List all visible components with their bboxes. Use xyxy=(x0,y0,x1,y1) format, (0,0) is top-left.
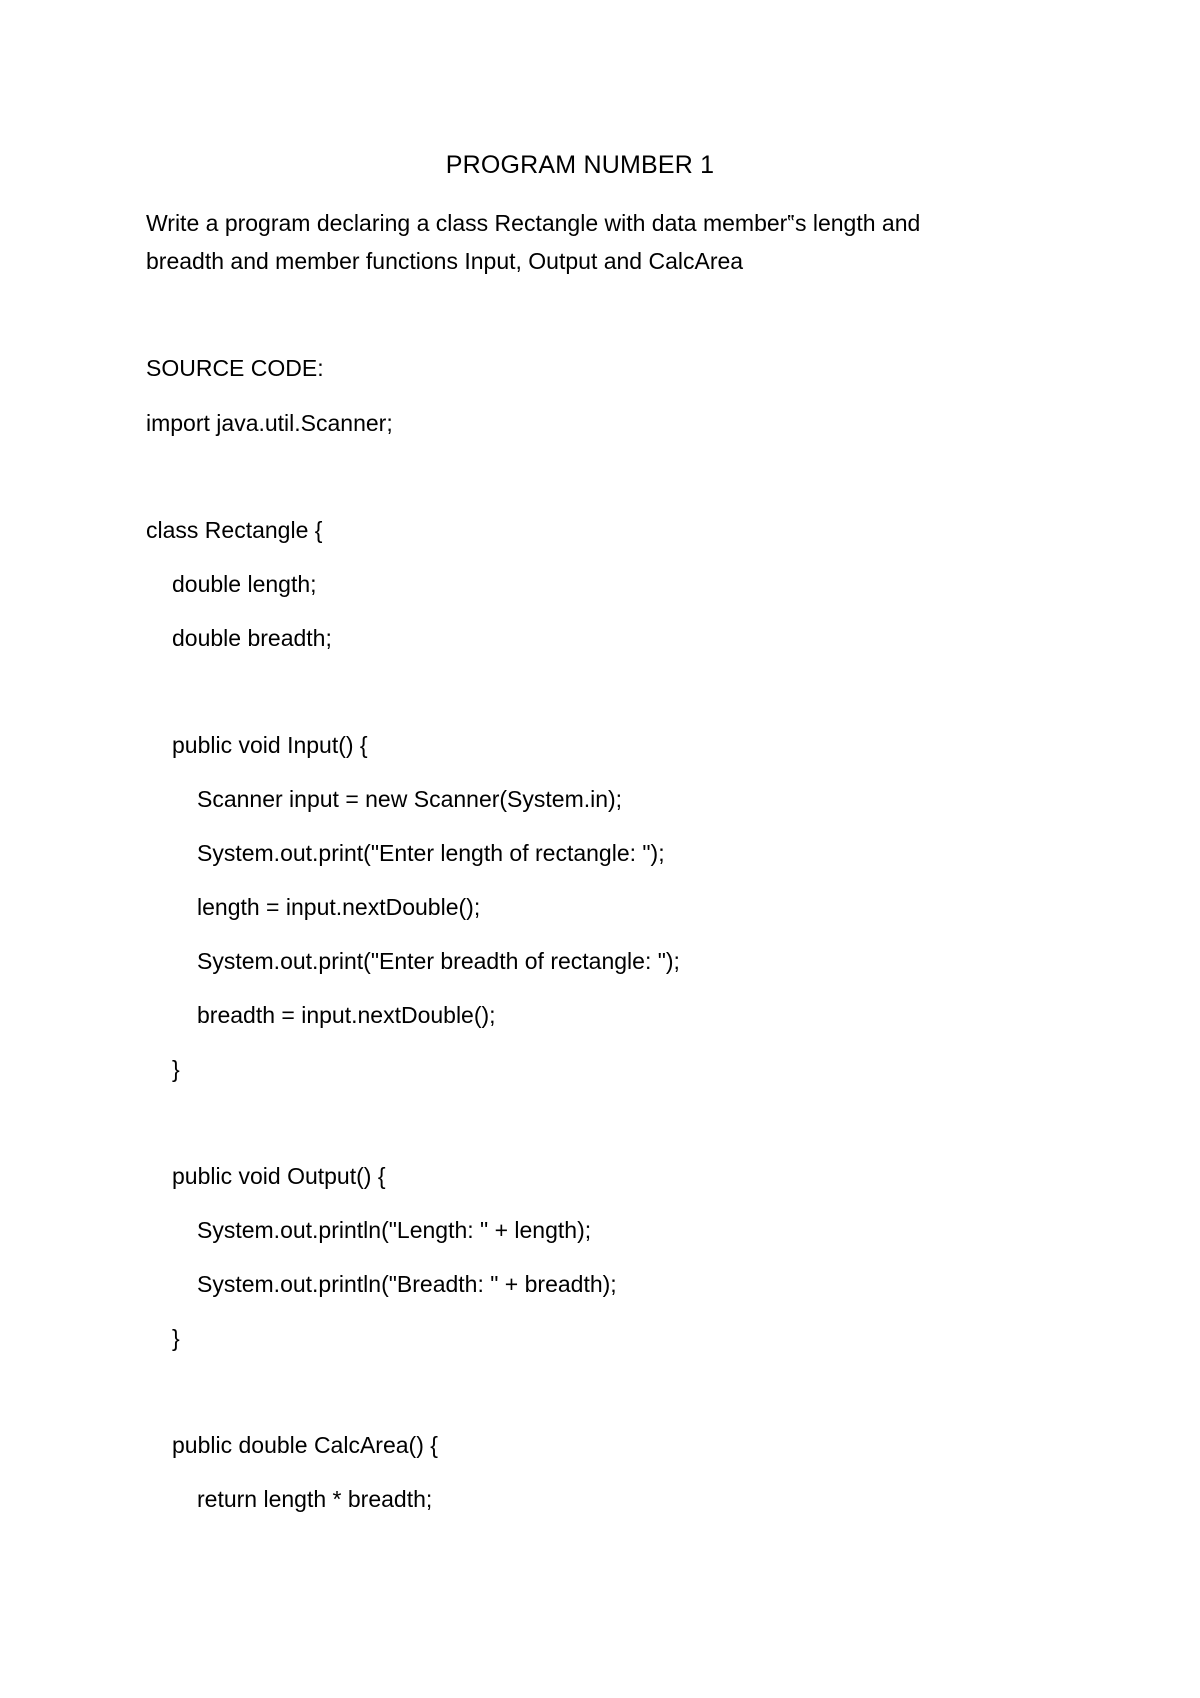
problem-description xyxy=(146,204,1076,280)
code-line: class Rectangle { xyxy=(146,517,323,543)
code-line: System.out.print("Enter breadth of rectangle: "); xyxy=(197,948,680,974)
code-line: } xyxy=(172,1325,180,1351)
code-line: System.out.print("Enter length of rectangle: "); xyxy=(197,840,665,866)
description-line: Write a program declaring a class Rectangle with data member‟s length and xyxy=(146,210,921,236)
code-line: public void Input() { xyxy=(172,732,368,758)
code-line: Scanner input = new Scanner(System.in); xyxy=(197,786,623,812)
code-line: public void Output() { xyxy=(172,1163,386,1189)
code-line: public double CalcArea() { xyxy=(172,1432,438,1458)
code-line: System.out.println("Breadth: " + breadth); xyxy=(197,1271,617,1297)
code-line: return length * breadth; xyxy=(197,1486,433,1512)
code-line: import java.util.Scanner; xyxy=(146,410,393,436)
description-line: breadth and member functions Input, Output and CalcArea xyxy=(146,248,744,274)
source-code-heading: SOURCE CODE: xyxy=(146,355,324,381)
code-line: double length; xyxy=(172,571,317,597)
code-line: System.out.println("Length: " + length); xyxy=(197,1217,592,1243)
page-title: PROGRAM NUMBER 1 xyxy=(445,151,715,179)
code-line: } xyxy=(172,1056,180,1082)
code-line: double breadth; xyxy=(172,625,332,651)
code-line: length = input.nextDouble(); xyxy=(197,894,481,920)
code-line: breadth = input.nextDouble(); xyxy=(197,1002,496,1028)
